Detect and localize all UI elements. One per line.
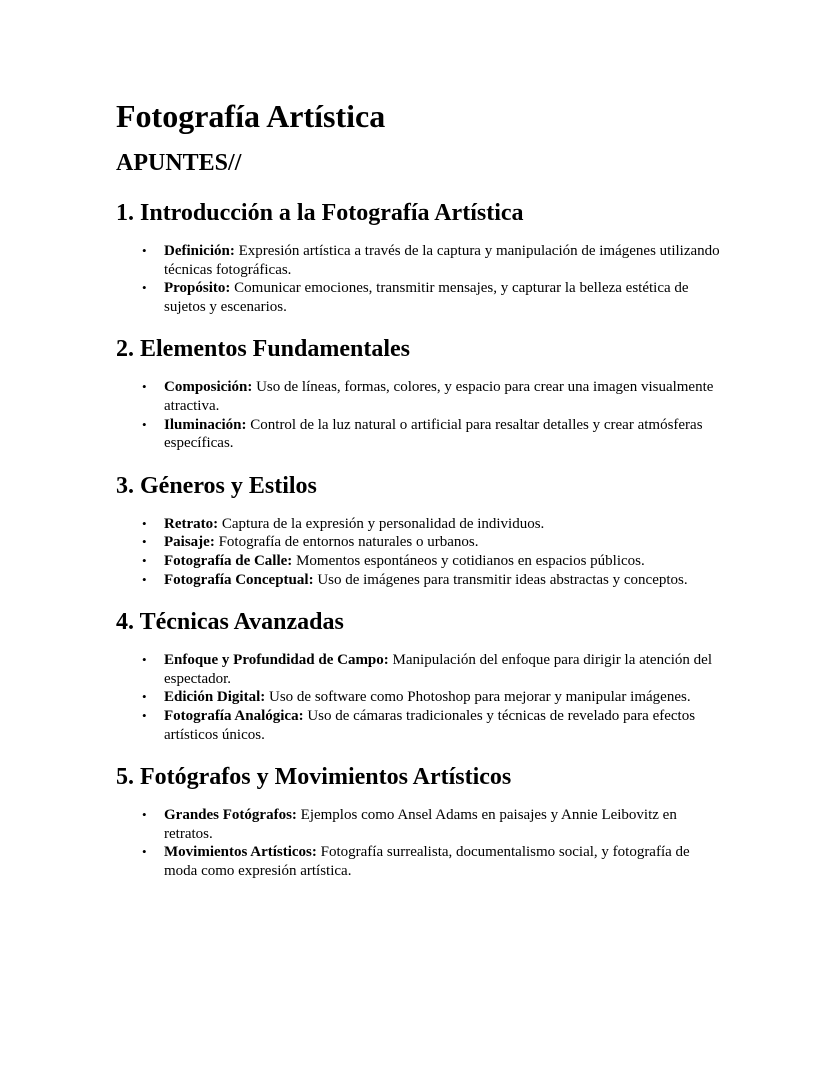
list-item: [142, 242, 726, 279]
item-term: Movimientos Artísticos:: [164, 844, 317, 861]
item-term: Grandes Fotógrafos:: [164, 807, 297, 824]
bullet-list: [116, 515, 726, 589]
document-subtitle: APUNTES//: [116, 150, 242, 176]
list-item: [142, 416, 726, 453]
item-text: Uso de imágenes para transmitir ideas abstractas y conceptos.: [313, 571, 688, 588]
item-text: Captura de la expresión y personalidad de individuos.: [218, 515, 545, 532]
bullet-icon: •: [142, 243, 147, 258]
list-item: [142, 279, 726, 316]
item-text: Control de la luz natural o artificial para resaltar detalles y crear atmósferas específicas.: [164, 416, 703, 452]
item-text: Manipulación del enfoque para dirigir la atención del espectador.: [164, 652, 712, 687]
list-item: [142, 688, 726, 707]
section-introduccion: [116, 198, 726, 316]
section-heading: 3. Géneros y Estilos: [116, 472, 317, 499]
item-term: Fotografía Analógica:: [164, 707, 304, 724]
bullet-icon: •: [142, 707, 147, 723]
bullet-icon: •: [142, 416, 147, 432]
item-term: Fotografía de Calle:: [164, 552, 293, 569]
item-term: Composición:: [164, 379, 253, 396]
item-term: Retrato:: [164, 515, 219, 532]
item-text: Uso de cámaras tradicionales y técnicas de revelado para efectos artísticos únicos.: [164, 707, 696, 743]
list-item: [142, 378, 726, 415]
bullet-icon: •: [142, 571, 147, 587]
list-item: [142, 571, 726, 590]
bullet-list: [116, 378, 726, 452]
item-term: Enfoque y Profundidad de Campo:: [164, 652, 389, 669]
item-text: Momentos espontáneos y cotidianos en espacios públicos.: [292, 552, 645, 569]
list-item: [142, 707, 726, 744]
section-heading: 1. Introducción a la Fotografía Artística: [116, 200, 524, 226]
item-term: Propósito:: [164, 280, 231, 297]
item-term: Paisaje:: [164, 534, 215, 551]
item-text: Expresión artística a través de la captura y manipulación de imágenes utilizando técnicas fotográficas.: [164, 243, 720, 278]
section-tecnicas: [116, 607, 726, 744]
bullet-list: [116, 651, 726, 744]
bullet-icon: •: [142, 844, 147, 860]
item-text: Fotografía surrealista, documentalismo social, y fotografía de moda como expresión artística.: [164, 844, 690, 879]
section-fotografos: [116, 762, 726, 880]
list-item: [142, 533, 726, 552]
item-text: Fotografía de entornos naturales o urbanos.: [214, 534, 479, 551]
section-generos: [116, 471, 726, 589]
bullet-list: [116, 806, 726, 880]
section-heading: 2. Elementos Fundamentales: [116, 336, 410, 363]
item-term: Iluminación:: [164, 416, 247, 433]
bullet-icon: •: [142, 652, 147, 668]
item-text: Comunicar emociones, transmitir mensajes, y capturar la belleza estética de sujetos y escenarios.: [164, 280, 689, 315]
section-heading: 5. Fotógrafos y Movimientos Artísticos: [116, 764, 512, 791]
item-text: Uso de software como Photoshop para mejorar y manipular imágenes.: [265, 689, 691, 706]
bullet-icon: •: [142, 807, 147, 823]
document-page: [116, 96, 726, 880]
section-elementos: [116, 334, 726, 452]
bullet-icon: •: [142, 515, 147, 531]
item-term: Edición Digital:: [164, 689, 266, 706]
list-item: [142, 515, 726, 534]
list-item: [142, 843, 726, 880]
bullet-list: [116, 242, 726, 316]
bullet-icon: •: [142, 689, 147, 705]
bullet-icon: •: [142, 379, 147, 395]
bullet-icon: •: [142, 552, 147, 568]
item-term: Definición:: [164, 243, 235, 259]
list-item: [142, 552, 726, 571]
bullet-icon: •: [142, 534, 147, 550]
document-title: Fotografía Artística: [116, 98, 386, 134]
section-heading: 4. Técnicas Avanzadas: [116, 609, 344, 636]
item-text: Ejemplos como Ansel Adams en paisajes y Annie Leibovitz en retratos.: [164, 807, 677, 842]
list-item: [142, 806, 726, 843]
item-text: Uso de líneas, formas, colores, y espacio para crear una imagen visualmente atractiva.: [164, 379, 714, 414]
item-term: Fotografía Conceptual:: [164, 571, 314, 588]
list-item: [142, 651, 726, 688]
bullet-icon: •: [142, 280, 147, 296]
